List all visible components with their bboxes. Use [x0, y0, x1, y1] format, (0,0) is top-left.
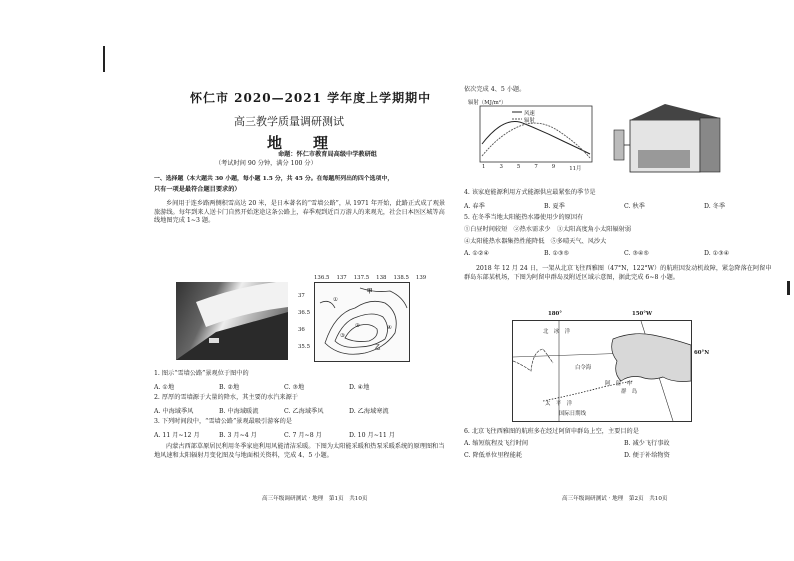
- exam-title: 怀仁市 2020—2021 学年度上学期期中: [190, 91, 432, 105]
- chart-legend-radiation: 辐射: [524, 118, 535, 124]
- map2-lat-60n: 60°N: [694, 350, 710, 356]
- q5-statements-2: ④太阳能热水器集热性能降低 ⑤多晴天气、风沙大: [464, 238, 607, 245]
- map-tick-top-4: 138: [376, 275, 387, 281]
- map-tick-side-1: 37: [298, 293, 305, 299]
- section1-heading: 一、选择题（本大题共 30 小题，每小题 1.5 分，共 45 分。在每题所列出的四个选项中，: [154, 175, 394, 182]
- heat-pump-unit: [614, 130, 624, 160]
- aleutian-map-art: [513, 321, 691, 421]
- map-tick-side-4: 35.5: [298, 344, 311, 350]
- floor-heating: [638, 150, 690, 168]
- house-roof: [630, 104, 720, 120]
- q5-option-a[interactable]: A. ①②④: [464, 250, 490, 257]
- exam-subtitle: 高三教学质量调研测试: [234, 115, 344, 128]
- question-2: 2. 厚厚的雪墙源于大量的降水，其主要的水汽来源于: [154, 394, 298, 401]
- chart-x-ticks: [482, 164, 581, 172]
- author-line: 命题：怀仁市教育局高级中学教研组: [278, 151, 377, 158]
- q6-options-row-2: [464, 452, 764, 460]
- context-paragraph-2: 内蒙古西部草原居民利用冬季家庭利用风能清洁采暖。下图为太阳能采暖和热泵采暖系统的原理图和当地风速和太阳辐射月变化图及与地面相关资料，完成 4、5 小题。: [154, 443, 445, 459]
- aleutian-map: [512, 320, 692, 422]
- map2-label-dateline: 国际日期线: [559, 411, 586, 417]
- map-tick-top-6: 139: [415, 275, 427, 281]
- q6-option-d[interactable]: D. 便于补给物资: [624, 452, 670, 459]
- snow-wall-photo: [176, 282, 288, 360]
- map-tick-side-3: 36: [298, 327, 305, 333]
- map-label-yi: 乙: [375, 345, 381, 351]
- question-3: 3. 下列时间段中，“雪墙公路”景观最吸引游客的是: [154, 418, 292, 425]
- house-side: [700, 118, 720, 172]
- right-page: [462, 0, 782, 561]
- q5-statements-1: ①白昼时间较短 ②热水需求少 ③太阳高度角小太阳辐射弱: [464, 226, 632, 233]
- chart-xtick-9: 9: [551, 164, 556, 170]
- q1-option-d[interactable]: D. ④地: [349, 384, 370, 391]
- q4-option-d[interactable]: D. 冬季: [704, 203, 726, 210]
- map2-lon-180: 180°: [548, 311, 562, 317]
- map-tick-side-2: 36.5: [298, 310, 311, 316]
- chart-xtick-11: 11月: [569, 166, 582, 172]
- q6-option-b[interactable]: B. 减少飞行事故: [624, 440, 670, 447]
- snow-wall-photo-art: [176, 282, 288, 360]
- q2-option-d[interactable]: D. 乙海域寒流: [349, 408, 389, 415]
- q3-option-d[interactable]: D. 10 月~11 月: [349, 432, 395, 439]
- question-5: 5. 在冬季当地太阳能热水器使用少的原因有: [464, 214, 584, 221]
- date-line: [513, 349, 553, 371]
- map2-label-pacific: 太 平 洋: [545, 401, 572, 407]
- scan-edge-left: [103, 46, 105, 72]
- q3-options: [154, 430, 414, 439]
- left-page: [150, 0, 450, 561]
- q4-options: [464, 201, 764, 210]
- subject-title: 地 理: [267, 134, 337, 152]
- chart-legend-wind: 风速: [524, 111, 535, 117]
- q5-option-b[interactable]: B. ①③⑤: [544, 250, 570, 257]
- section1-heading-cont: 只有一项是最符合题目要求的）: [154, 186, 241, 193]
- q4-option-c[interactable]: C. 秋季: [624, 203, 645, 210]
- map-point-3: ③: [340, 333, 345, 339]
- contour-map-art: [315, 283, 409, 361]
- map2-label-bering: 白令海: [575, 365, 592, 371]
- chart-ylabel: 辐射（MJ/m²）: [468, 100, 507, 106]
- chart-xtick-7: 7: [534, 164, 538, 170]
- map-tick-top-1: 136.5: [314, 275, 330, 281]
- q6-options-row-1: [464, 440, 764, 448]
- question-4: 4. 该家庭能源利用方式能源供应最紧张的季节是: [464, 189, 596, 196]
- map-point-4: ④: [387, 325, 392, 331]
- scan-edge-right: [787, 281, 790, 295]
- q5-option-c[interactable]: C. ③④⑤: [624, 250, 650, 257]
- map-tick-top-5: 138.5: [393, 275, 409, 281]
- q5-option-d[interactable]: D. ①③④: [704, 250, 730, 257]
- chart-xtick-5: 5: [516, 164, 521, 170]
- map-point-1: ①: [333, 297, 338, 303]
- map2-label-north: 北 冰 洋: [543, 329, 570, 335]
- map-point-2: ②: [355, 323, 360, 329]
- question-1: 1. 图示“雪墙公路”景观位于图中的: [154, 370, 249, 377]
- q6-option-a[interactable]: A. 缩短航程及飞行时间: [464, 440, 529, 447]
- left-page-footer: 高三年级调研测试 · 地理 第1页 共10页: [262, 496, 368, 502]
- q1-option-c[interactable]: C. ③地: [284, 384, 305, 391]
- exam-info: （考试时间 90 分钟，满分 100 分）: [215, 160, 317, 167]
- q3-option-b[interactable]: B. 3 月~4 月: [219, 432, 257, 439]
- q2-option-b[interactable]: B. 中海域暖流: [219, 408, 259, 415]
- chart-series-wind: [482, 122, 590, 155]
- chart-xtick-1: 1: [482, 164, 486, 170]
- context-paragraph-3: 2018 年 12 月 24 日，一架从北京飞往西雅图（47°N，122°W）的航班因发动机故障，紧急降落在阿留申群岛东部某机场，下图为阿留申群岛及附近区域示意图，据此完成 6~8 小题。: [464, 265, 772, 281]
- q2-options: [154, 406, 414, 415]
- q5-options: [464, 250, 764, 257]
- map-label-jia: 甲: [367, 289, 373, 295]
- q2-option-c[interactable]: C. 乙海域季风: [284, 408, 324, 415]
- intro-paragraph: 乡间用于连乡路两侧积雪高达 20 米，是日本著名的“雪墙公路”，从 1971 年开始，此路正式成了观景旅游线。每年到来人送卡门自然开始迷途这条公路上，春季观到近百万游人的来观光，社会日本医区城等高线地图完成 1~3 题。: [154, 200, 446, 225]
- q1-option-a[interactable]: A. ①地: [154, 384, 175, 391]
- chart-xtick-3: 3: [499, 164, 503, 170]
- right-page-footer: 高三年级调研测试 · 地理 第2页 共10页: [562, 496, 668, 502]
- japan-contour-map: [314, 282, 410, 362]
- q4-option-a[interactable]: A. 春季: [464, 203, 485, 210]
- continuation-text: 依次完成 4、5 小题。: [464, 86, 526, 93]
- q1-options: [154, 382, 414, 391]
- map-tick-top-3: 137.5: [353, 275, 370, 281]
- q2-option-a[interactable]: A. 中海域季风: [154, 408, 194, 415]
- chart-frame: [480, 106, 592, 162]
- q3-option-a[interactable]: A. 11 月~12 月: [154, 432, 200, 439]
- map-tick-top-2: 137: [336, 275, 347, 281]
- alaska-landmass: [612, 334, 691, 382]
- q4-option-b[interactable]: B. 夏季: [544, 203, 565, 210]
- map2-lon-150w: 150°W: [632, 311, 653, 317]
- solar-house-diagram: [610, 100, 740, 182]
- map2-label-aleutian: 阿 留 申: [605, 381, 632, 387]
- q6-option-c[interactable]: C. 降低单位里程能耗: [464, 452, 522, 459]
- question-6: 6. 北京飞往西雅图的航班多在经过阿留申群岛上空，主要目的是: [464, 428, 639, 435]
- map2-label-aleutian-2: 群 岛: [621, 389, 638, 395]
- q1-option-b[interactable]: B. ②地: [219, 384, 240, 391]
- q3-option-c[interactable]: C. 7 月~8 月: [284, 432, 322, 439]
- map-top-ticks: [314, 275, 426, 281]
